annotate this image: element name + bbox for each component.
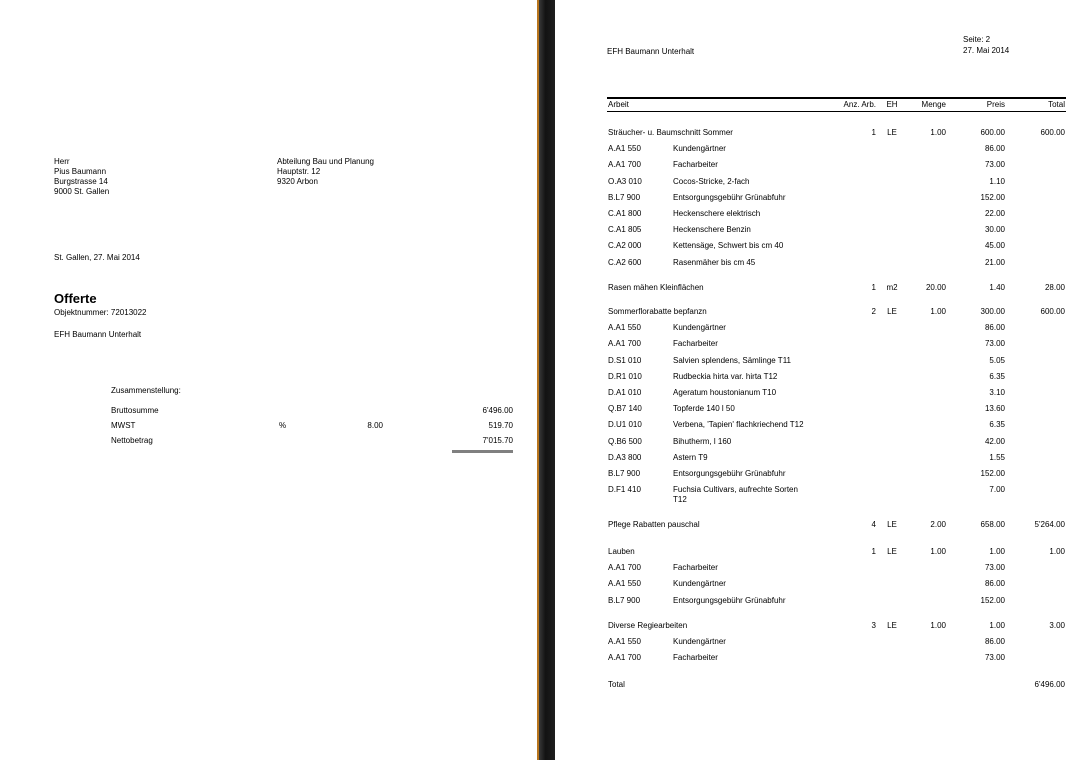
group-total: 5'264.00 [1034, 520, 1065, 529]
col-header-qty-work: Anz. Arb. [843, 100, 876, 109]
group-unit: LE [887, 621, 897, 630]
item-price: 152.00 [980, 193, 1005, 202]
item-description: Entsorgungsgebühr Grünabfuhr [673, 596, 786, 605]
item-price: 86.00 [984, 579, 1005, 588]
item-description: Ageratum houstonianum T10 [673, 388, 777, 397]
item-price: 73.00 [984, 339, 1005, 348]
col-header-unit: EH [886, 100, 898, 109]
project-name: EFH Baumann Unterhalt [54, 330, 142, 339]
group-price: 600.00 [980, 128, 1005, 137]
item-price: 152.00 [980, 469, 1005, 478]
item-description: Facharbeiter [673, 160, 718, 169]
group-total: 28.00 [1044, 283, 1065, 292]
item-price: 22.00 [984, 209, 1005, 218]
group-amount: 1.00 [930, 307, 946, 316]
item-description: Heckenschere elektrisch [673, 209, 761, 218]
group-price: 300.00 [980, 307, 1005, 316]
item-price: 86.00 [984, 144, 1005, 153]
col-header-price: Preis [986, 100, 1005, 109]
item-description: Kettensäge, Schwert bis cm 40 [673, 241, 784, 250]
document-page-2 [555, 0, 1090, 760]
item-code: D.A3 800 [608, 453, 642, 462]
item-price: 21.00 [984, 258, 1005, 267]
document-title: Offerte [54, 291, 97, 306]
item-description: Kundengärtner [673, 579, 726, 588]
item-code: C.A1 800 [608, 209, 642, 218]
summary-heading: Zusammenstellung: [111, 386, 181, 395]
group-name: Rasen mähen Kleinflächen [608, 283, 704, 292]
vat-unit: % [279, 421, 287, 430]
group-price: 1.40 [989, 283, 1005, 292]
group-price: 658.00 [980, 520, 1005, 529]
item-code: C.A2 600 [608, 258, 642, 267]
item-code: A.A1 550 [608, 579, 641, 588]
item-description: Entsorgungsgebühr Grünabfuhr [673, 193, 786, 202]
group-total: 3.00 [1049, 621, 1065, 630]
group-total: 600.00 [1040, 128, 1065, 137]
item-code: D.U1 010 [608, 420, 642, 429]
group-name: Sträucher- u. Baumschnitt Sommer [608, 128, 733, 137]
item-description: Kundengärtner [673, 323, 726, 332]
item-code: A.A1 700 [608, 563, 641, 572]
item-description: Verbena, 'Tapien' flachkriechend T12 [673, 420, 804, 429]
vat-value: 519.70 [488, 421, 513, 430]
item-description: Cocos-Stricke, 2-fach [673, 177, 750, 186]
item-code: Q.B7 140 [608, 404, 642, 413]
item-code: Q.B6 500 [608, 437, 642, 446]
item-code: A.A1 700 [608, 160, 641, 169]
item-price: 86.00 [984, 637, 1005, 646]
item-code: B.L7 900 [608, 469, 641, 478]
document-page-1 [0, 0, 539, 760]
customer-name: Pius Baumann [54, 167, 107, 176]
vat-label: MWST [111, 421, 136, 430]
item-code: A.A1 550 [608, 323, 641, 332]
group-total: 600.00 [1040, 307, 1065, 316]
col-header-work: Arbeit [608, 100, 629, 109]
item-code: D.S1 010 [608, 356, 642, 365]
vat-rate: 8.00 [367, 421, 383, 430]
item-description: Facharbeiter [673, 339, 718, 348]
item-price: 13.60 [984, 404, 1005, 413]
item-price: 73.00 [984, 563, 1005, 572]
col-header-amount: Menge [921, 100, 946, 109]
gross-value: 6'496.00 [482, 406, 513, 415]
group-amount: 20.00 [925, 283, 946, 292]
item-price: 73.00 [984, 653, 1005, 662]
customer-salutation: Herr [54, 157, 70, 166]
sender-street: Hauptstr. 12 [277, 167, 321, 176]
item-description: Heckenschere Benzin [673, 225, 751, 234]
item-description: Entsorgungsgebühr Grünabfuhr [673, 469, 786, 478]
item-price: 1.10 [989, 177, 1005, 186]
item-code: A.A1 550 [608, 144, 641, 153]
item-price: 152.00 [980, 596, 1005, 605]
header-date: 27. Mai 2014 [963, 46, 1010, 55]
item-price: 42.00 [984, 437, 1005, 446]
item-price: 30.00 [984, 225, 1005, 234]
group-price: 1.00 [989, 621, 1005, 630]
item-description: Rasenmäher bis cm 45 [673, 258, 756, 267]
group-qty: 3 [871, 621, 876, 630]
item-price: 6.35 [989, 420, 1005, 429]
item-price: 1.55 [989, 453, 1005, 462]
gross-label: Bruttosumme [111, 406, 159, 415]
group-name: Diverse Regiearbeiten [608, 621, 688, 630]
item-description: Salvien splendens, Sämlinge T11 [673, 356, 791, 365]
group-amount: 1.00 [930, 128, 946, 137]
sender-department: Abteilung Bau und Planung [277, 157, 374, 166]
item-description: Fuchsia Cultivars, aufrechte Sorten [673, 485, 798, 494]
item-code: A.A1 700 [608, 653, 641, 662]
group-name: Pflege Rabatten pauschal [608, 520, 700, 529]
page-number: Seite: 2 [963, 35, 991, 44]
item-code: A.A1 700 [608, 339, 641, 348]
group-unit: LE [887, 520, 897, 529]
total-double-underline [452, 450, 513, 453]
item-description: Topferde 140 l 50 [673, 404, 735, 413]
item-description: Astern T9 [673, 453, 708, 462]
group-unit: m2 [886, 283, 898, 292]
group-qty: 4 [871, 520, 876, 529]
group-qty: 1 [871, 128, 876, 137]
item-code: O.A3 010 [608, 177, 642, 186]
total-label: Total [608, 680, 625, 689]
group-name: Lauben [608, 547, 635, 556]
group-price: 1.00 [989, 547, 1005, 556]
group-qty: 1 [871, 283, 876, 292]
item-price: 86.00 [984, 323, 1005, 332]
item-price: 6.35 [989, 372, 1005, 381]
total-value: 6'496.00 [1034, 680, 1065, 689]
item-description: Bihutherm, l 160 [673, 437, 732, 446]
item-price: 73.00 [984, 160, 1005, 169]
customer-city: 9000 St. Gallen [54, 187, 110, 196]
group-unit: LE [887, 307, 897, 316]
item-code: B.L7 900 [608, 596, 641, 605]
date-line: St. Gallen, 27. Mai 2014 [54, 253, 140, 262]
group-qty: 2 [871, 307, 876, 316]
item-description: Kundengärtner [673, 144, 726, 153]
item-description: Facharbeiter [673, 653, 718, 662]
item-price: 45.00 [984, 241, 1005, 250]
group-name: Sommerflorabatte bepfanzn [608, 307, 707, 316]
item-code: D.F1 410 [608, 485, 641, 494]
group-qty: 1 [871, 547, 876, 556]
item-description: Kundengärtner [673, 637, 726, 646]
header-bottom-rule [607, 111, 1066, 112]
item-code: D.A1 010 [608, 388, 642, 397]
header-project: EFH Baumann Unterhalt [607, 47, 695, 56]
item-description-continued: T12 [673, 495, 687, 504]
page-gap [539, 0, 555, 760]
item-code: D.R1 010 [608, 372, 642, 381]
group-unit: LE [887, 547, 897, 556]
net-label: Nettobetrag [111, 436, 153, 445]
object-number: Objektnummer: 72013022 [54, 308, 147, 317]
item-price: 3.10 [989, 388, 1005, 397]
net-value: 7'015.70 [482, 436, 513, 445]
group-amount: 1.00 [930, 621, 946, 630]
item-code: C.A1 805 [608, 225, 642, 234]
item-price: 7.00 [989, 485, 1005, 494]
group-amount: 2.00 [930, 520, 946, 529]
group-total: 1.00 [1049, 547, 1065, 556]
item-code: A.A1 550 [608, 637, 641, 646]
item-code: C.A2 000 [608, 241, 642, 250]
group-amount: 1.00 [930, 547, 946, 556]
customer-street: Burgstrasse 14 [54, 177, 108, 186]
group-unit: LE [887, 128, 897, 137]
col-header-total: Total [1048, 100, 1065, 109]
table-top-rule [607, 97, 1066, 99]
item-description: Rudbeckia hirta var. hirta T12 [673, 372, 778, 381]
item-code: B.L7 900 [608, 193, 641, 202]
sender-city: 9320 Arbon [277, 177, 318, 186]
item-description: Facharbeiter [673, 563, 718, 572]
item-price: 5.05 [989, 356, 1005, 365]
